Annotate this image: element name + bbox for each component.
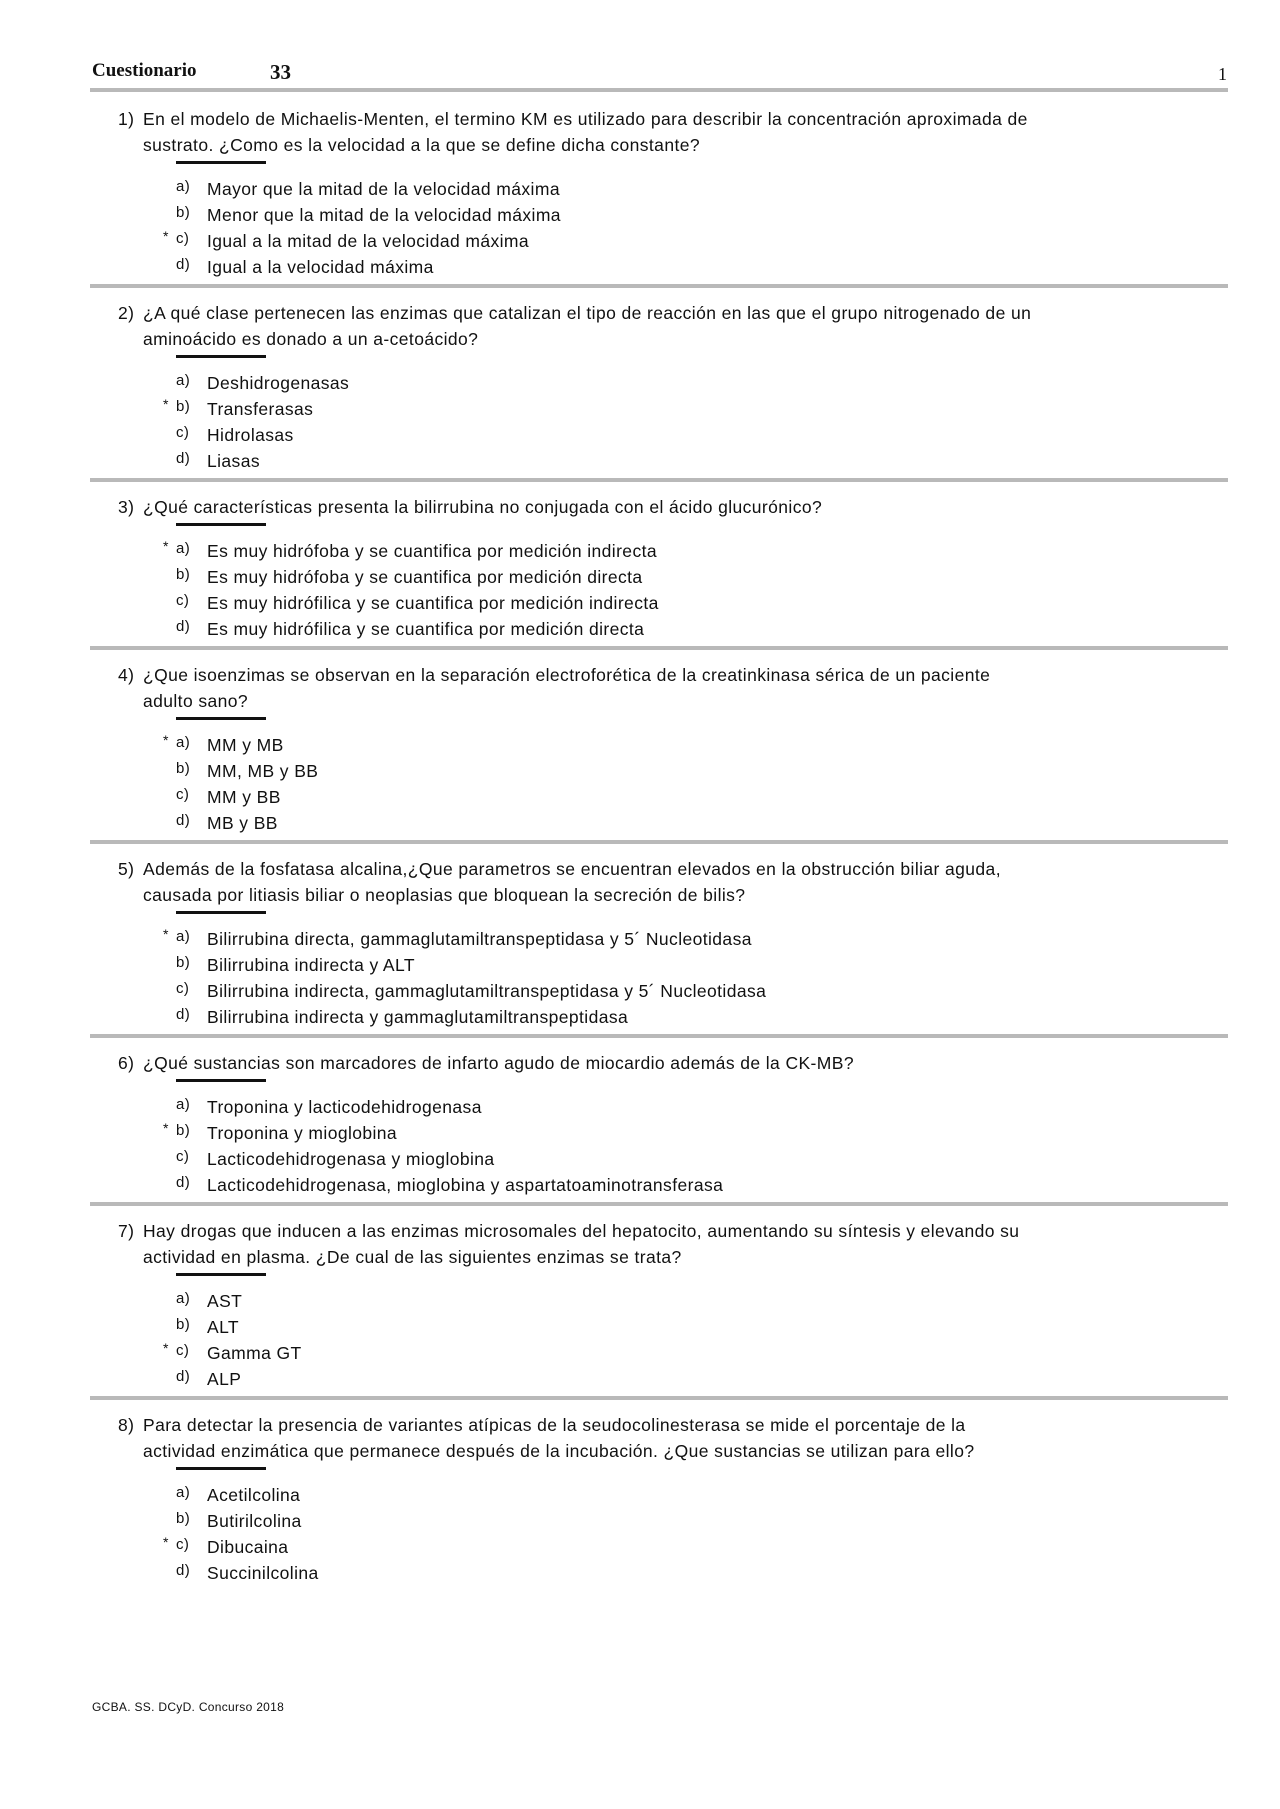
option-text: Succinilcolina xyxy=(207,1563,319,1583)
option-letter: c) xyxy=(176,1536,190,1553)
question-number: 4) xyxy=(118,665,135,685)
option-letter: d) xyxy=(176,1006,191,1023)
answer-option xyxy=(0,254,1280,280)
answer-option xyxy=(0,1482,1280,1508)
question-block xyxy=(0,1204,1280,1398)
question-number: 5) xyxy=(118,859,135,879)
option-text: AST xyxy=(207,1291,243,1311)
option-letter: c) xyxy=(176,1342,190,1359)
answer-option xyxy=(0,1004,1280,1030)
question-underline xyxy=(176,523,266,526)
question-block xyxy=(0,286,1280,480)
page-header xyxy=(92,58,1227,86)
correct-answer-marker: * xyxy=(163,228,169,244)
question-text: ¿Qué sustancias son marcadores de infarto agudo de miocardio además de la CK-MB? xyxy=(143,1053,854,1073)
question-number: 8) xyxy=(118,1415,135,1435)
option-letter: c) xyxy=(176,592,190,609)
question-text: Además de la fosfatasa alcalina,¿Que parametros se encuentran elevados en la obstrucción biliar aguda, causada por litiasis biliar o neoplasias que bloquean la secreción de bilis? xyxy=(143,859,1001,905)
option-letter: b) xyxy=(176,1510,191,1527)
option-letter: a) xyxy=(176,734,191,751)
correct-answer-marker: * xyxy=(163,396,169,412)
option-text: Transferasas xyxy=(207,399,314,419)
answer-option xyxy=(0,952,1280,978)
option-text: Dibucaina xyxy=(207,1537,289,1557)
answer-option xyxy=(0,1094,1280,1120)
answer-option xyxy=(0,1314,1280,1340)
answer-option xyxy=(0,1288,1280,1314)
answer-option xyxy=(0,784,1280,810)
option-text: MM y BB xyxy=(207,787,281,807)
correct-answer-marker: * xyxy=(163,926,169,942)
page-footer: GCBA. SS. DCyD. Concurso 2018 xyxy=(92,1700,285,1714)
question-underline xyxy=(176,355,266,358)
option-text: MM y MB xyxy=(207,735,284,755)
option-text: Bilirrubina indirecta y ALT xyxy=(207,955,415,975)
option-text: MM, MB y BB xyxy=(207,761,319,781)
answer-option xyxy=(0,810,1280,836)
option-text: Lacticodehidrogenasa, mioglobina y aspartatoaminotransferasa xyxy=(207,1175,724,1195)
answer-option xyxy=(0,1534,1280,1560)
option-letter: d) xyxy=(176,1368,191,1385)
option-letter: a) xyxy=(176,928,191,945)
correct-answer-marker: * xyxy=(163,732,169,748)
question-underline xyxy=(176,1273,266,1276)
question-header xyxy=(0,856,1280,908)
question-number: 6) xyxy=(118,1053,135,1073)
question-header xyxy=(0,300,1280,352)
option-text: Es muy hidrófoba y se cuantifica por medición indirecta xyxy=(207,541,657,561)
answer-option xyxy=(0,758,1280,784)
option-text: Gamma GT xyxy=(207,1343,302,1363)
answer-options xyxy=(0,732,1280,836)
option-text: Bilirrubina indirecta y gammaglutamiltranspeptidasa xyxy=(207,1007,629,1027)
question-header xyxy=(0,1050,1280,1076)
option-text: Lacticodehidrogenasa y mioglobina xyxy=(207,1149,495,1169)
answer-option xyxy=(0,448,1280,474)
question-header xyxy=(0,494,1280,520)
question-text: Para detectar la presencia de variantes atípicas de la seudocolinesterasa se mide el porcentaje de la actividad enzimática que permanece después de la incubación. ¿Que sustancias se utilizan para ello? xyxy=(143,1415,975,1461)
answer-option xyxy=(0,1172,1280,1198)
option-text: Igual a la velocidad máxima xyxy=(207,257,434,277)
option-text: Hidrolasas xyxy=(207,425,294,445)
answer-option xyxy=(0,978,1280,1004)
question-underline xyxy=(176,1079,266,1082)
correct-answer-marker: * xyxy=(163,538,169,554)
question-underline xyxy=(176,911,266,914)
option-letter: a) xyxy=(176,1290,191,1307)
option-text: Acetilcolina xyxy=(207,1485,301,1505)
answer-option xyxy=(0,1560,1280,1586)
option-letter: a) xyxy=(176,178,191,195)
question-number: 7) xyxy=(118,1221,135,1241)
question-number: 3) xyxy=(118,497,135,517)
option-letter: b) xyxy=(176,204,191,221)
option-letter: b) xyxy=(176,760,191,777)
answer-options xyxy=(0,538,1280,642)
question-text: Hay drogas que inducen a las enzimas microsomales del hepatocito, aumentando su síntesis y elevando su actividad en plasma. ¿De cual de las siguientes enzimas se trata? xyxy=(143,1221,1020,1267)
option-letter: c) xyxy=(176,230,190,247)
option-letter: d) xyxy=(176,450,191,467)
option-letter: d) xyxy=(176,1174,191,1191)
answer-option xyxy=(0,1120,1280,1146)
answer-option xyxy=(0,396,1280,422)
question-block xyxy=(0,1398,1280,1592)
option-text: Igual a la mitad de la velocidad máxima xyxy=(207,231,530,251)
correct-answer-marker: * xyxy=(163,1120,169,1136)
option-text: Deshidrogenasas xyxy=(207,373,350,393)
option-text: Menor que la mitad de la velocidad máxima xyxy=(207,205,561,225)
answer-option xyxy=(0,202,1280,228)
option-text: Troponina y mioglobina xyxy=(207,1123,398,1143)
question-underline xyxy=(176,717,266,720)
answer-option xyxy=(0,1508,1280,1534)
option-text: MB y BB xyxy=(207,813,278,833)
answer-option xyxy=(0,422,1280,448)
answer-option xyxy=(0,228,1280,254)
option-letter: c) xyxy=(176,786,190,803)
answer-option xyxy=(0,538,1280,564)
answer-option xyxy=(0,1146,1280,1172)
option-letter: c) xyxy=(176,1148,190,1165)
option-letter: c) xyxy=(176,980,190,997)
option-letter: b) xyxy=(176,1122,191,1139)
option-letter: d) xyxy=(176,618,191,635)
question-underline xyxy=(176,1467,266,1470)
answer-options xyxy=(0,1482,1280,1586)
question-block xyxy=(0,1036,1280,1204)
question-list xyxy=(0,92,1280,1592)
question-header xyxy=(0,1218,1280,1270)
option-text: Es muy hidrófoba y se cuantifica por medición directa xyxy=(207,567,643,587)
correct-answer-marker: * xyxy=(163,1534,169,1550)
option-text: Butirilcolina xyxy=(207,1511,302,1531)
option-letter: a) xyxy=(176,372,191,389)
option-letter: c) xyxy=(176,424,190,441)
question-block xyxy=(0,92,1280,286)
answer-option xyxy=(0,1340,1280,1366)
question-block xyxy=(0,648,1280,842)
option-letter: d) xyxy=(176,812,191,829)
option-text: Bilirrubina directa, gammaglutamiltranspeptidasa y 5´ Nucleotidasa xyxy=(207,929,752,949)
answer-options xyxy=(0,926,1280,1030)
option-letter: d) xyxy=(176,1562,191,1579)
option-letter: b) xyxy=(176,954,191,971)
option-letter: a) xyxy=(176,540,191,557)
option-text: Mayor que la mitad de la velocidad máxima xyxy=(207,179,560,199)
answer-option xyxy=(0,926,1280,952)
page-number: 1 xyxy=(1218,64,1227,84)
question-number: 2) xyxy=(118,303,135,323)
option-text: ALT xyxy=(207,1317,239,1337)
question-block xyxy=(0,842,1280,1036)
answer-options xyxy=(0,370,1280,474)
question-text: ¿Que isoenzimas se observan en la separación electroforética de la creatinkinasa sérica de un paciente adulto sano? xyxy=(143,665,991,711)
question-number: 1) xyxy=(118,109,135,129)
question-block xyxy=(0,480,1280,648)
option-letter: b) xyxy=(176,566,191,583)
question-underline xyxy=(176,161,266,164)
answer-option xyxy=(0,616,1280,642)
answer-option xyxy=(0,370,1280,396)
answer-option xyxy=(0,1366,1280,1392)
questionnaire-number: 33 xyxy=(270,60,291,84)
option-letter: b) xyxy=(176,398,191,415)
option-text: Liasas xyxy=(207,451,260,471)
option-letter: a) xyxy=(176,1096,191,1113)
answer-option xyxy=(0,732,1280,758)
answer-option xyxy=(0,564,1280,590)
question-header xyxy=(0,106,1280,158)
option-letter: b) xyxy=(176,1316,191,1333)
question-header xyxy=(0,1412,1280,1464)
option-text: Es muy hidrófilica y se cuantifica por medición directa xyxy=(207,619,645,639)
answer-options xyxy=(0,1288,1280,1392)
option-text: ALP xyxy=(207,1369,242,1389)
answer-option xyxy=(0,176,1280,202)
question-text: En el modelo de Michaelis-Menten, el termino KM es utilizado para describir la concentración aproximada de sustrato. ¿Como es la velocidad a la que se define dicha constante? xyxy=(143,109,1028,155)
option-letter: a) xyxy=(176,1484,191,1501)
correct-answer-marker: * xyxy=(163,1340,169,1356)
option-text: Es muy hidrófilica y se cuantifica por medición indirecta xyxy=(207,593,659,613)
document-title: Cuestionario xyxy=(92,60,197,81)
option-letter: d) xyxy=(176,256,191,273)
option-text: Bilirrubina indirecta, gammaglutamiltranspeptidasa y 5´ Nucleotidasa xyxy=(207,981,767,1001)
question-text: ¿A qué clase pertenecen las enzimas que catalizan el tipo de reacción en las que el grupo nitrogenado de un aminoácido es donado a un a-cetoácido? xyxy=(143,303,1032,349)
answer-options xyxy=(0,1094,1280,1198)
answer-option xyxy=(0,590,1280,616)
question-header xyxy=(0,662,1280,714)
question-text: ¿Qué características presenta la bilirrubina no conjugada con el ácido glucurónico? xyxy=(143,497,823,517)
option-text: Troponina y lacticodehidrogenasa xyxy=(207,1097,482,1117)
answer-options xyxy=(0,176,1280,280)
